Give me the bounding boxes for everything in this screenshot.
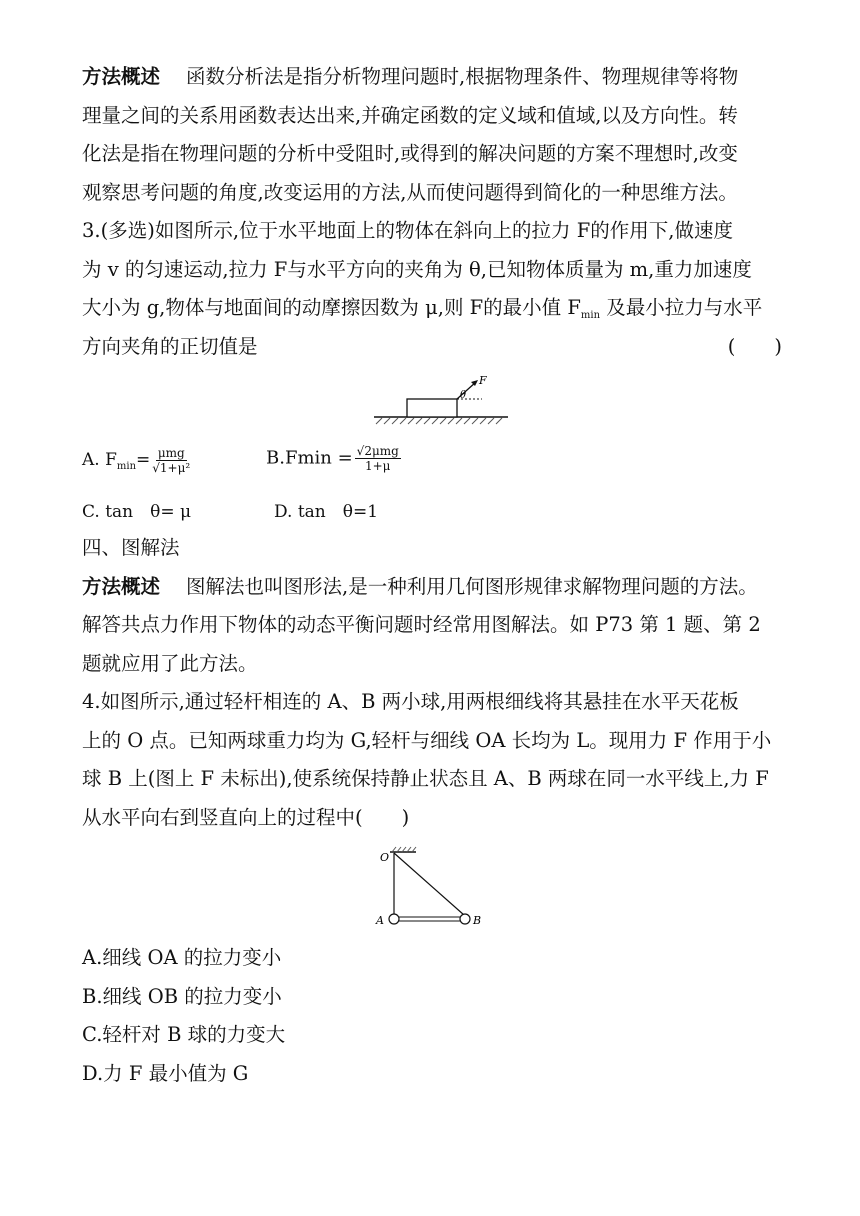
option-a xyxy=(82,446,192,475)
method-label: 方法概述 xyxy=(82,574,161,598)
equals-sign: = xyxy=(136,450,151,470)
question3-line: 3.(多选)如图所示,位于水平地面上的物体在斜向上的拉力 F的作用下,做速度 xyxy=(82,219,733,242)
document-page xyxy=(82,58,782,366)
ground-hatch xyxy=(376,418,502,424)
ball-A xyxy=(389,914,399,924)
label-A: A xyxy=(376,914,384,927)
answer-paren: ( ) xyxy=(727,334,782,358)
question4-line: 从水平向右到竖直向上的过程中( ) xyxy=(82,805,410,829)
question3-line: 为 v 的匀速运动,拉力 F与水平方向的夹角为 θ,已知物体质量为 m,重力加速度 xyxy=(82,257,752,281)
paragraph-line: 化法是指在物理问题的分析中受阻时,或得到的解决问题的方案不理想时,改变 xyxy=(82,142,738,165)
question-text: 方向夹角的正切值是 xyxy=(82,334,258,358)
method-overview-line xyxy=(82,568,782,607)
fraction xyxy=(355,444,401,473)
paragraph-text: 图解法也叫图形法,是一种利用几何图形规律求解物理问题的方法。 xyxy=(186,574,758,598)
section-heading: 四、图解法 xyxy=(82,536,180,559)
label-B: B xyxy=(473,914,482,927)
option-c: C. tan θ= μ xyxy=(82,502,192,522)
option-label: B.Fmin = xyxy=(266,447,353,469)
option-b: B.细线 OB 的拉力变小 xyxy=(82,984,282,1008)
method-overview-line xyxy=(82,58,782,97)
paragraph-line: 题就应用了此方法。 xyxy=(82,651,258,675)
block xyxy=(407,399,457,417)
question3-line xyxy=(82,289,782,328)
option-c: C.轻杆对 B 球的力变大 xyxy=(82,1023,286,1046)
section4 xyxy=(82,529,782,837)
ball-B xyxy=(460,914,470,924)
question4-line: 4.如图所示,通过轻杆相连的 A、B 两小球,用两根细线将其悬挂在水平天花板 xyxy=(82,690,739,713)
denominator: 1+μ xyxy=(364,459,391,473)
question4-line: 球 B 上(图上 F 未标出),使系统保持静止状态且 A、B 两球在同一水平线上,力 F xyxy=(82,767,769,790)
question3-line xyxy=(82,328,782,367)
block-force-figure xyxy=(372,372,512,430)
paragraph-line: 解答共点力作用下物体的动态平衡问题时经常用图解法。如 P73 第 1 题、第 2 xyxy=(82,613,761,636)
numerator: μmg xyxy=(157,446,185,460)
label-F: F xyxy=(479,374,487,387)
paragraph-text: 函数分析法是指分析物理问题时,根据物理条件、物理规律等将物 xyxy=(186,65,739,88)
subscript-min: min xyxy=(580,310,601,321)
question4-line: 上的 O 点。已知两球重力均为 G,轻杆与细线 OA 长均为 L。现用力 F 作用于小 xyxy=(82,728,772,752)
paragraph-line: 观察思考问题的角度,改变运用的方法,从而使问题得到简化的一种思维方法。 xyxy=(82,180,738,204)
denominator: √1+μ² xyxy=(152,461,191,475)
question4-options xyxy=(82,939,782,1093)
option-label: A. F xyxy=(82,450,117,470)
fraction xyxy=(152,446,190,475)
label-O: O xyxy=(380,851,390,864)
string-OB xyxy=(394,853,464,915)
question-text: 及最小拉力与水平 xyxy=(600,296,763,319)
option-a: A.细线 OA 的拉力变小 xyxy=(82,946,282,969)
option-d: D. tan θ=1 xyxy=(274,502,379,522)
option-b xyxy=(266,444,403,473)
numerator: √2μmg xyxy=(356,444,399,458)
option-d: D.力 F 最小值为 G xyxy=(82,1061,249,1085)
method-label: 方法概述 xyxy=(82,65,161,88)
subscript-min: min xyxy=(116,461,137,472)
paragraph-line: 理量之间的关系用函数表达出来,并确定函数的定义域和值域,以及方向性。转 xyxy=(82,103,738,127)
suspension-figure xyxy=(368,846,492,930)
question-text: 大小为 g,物体与地面间的动摩擦因数为 μ,则 F的最小值 F xyxy=(82,296,581,319)
label-theta: θ xyxy=(460,390,467,401)
